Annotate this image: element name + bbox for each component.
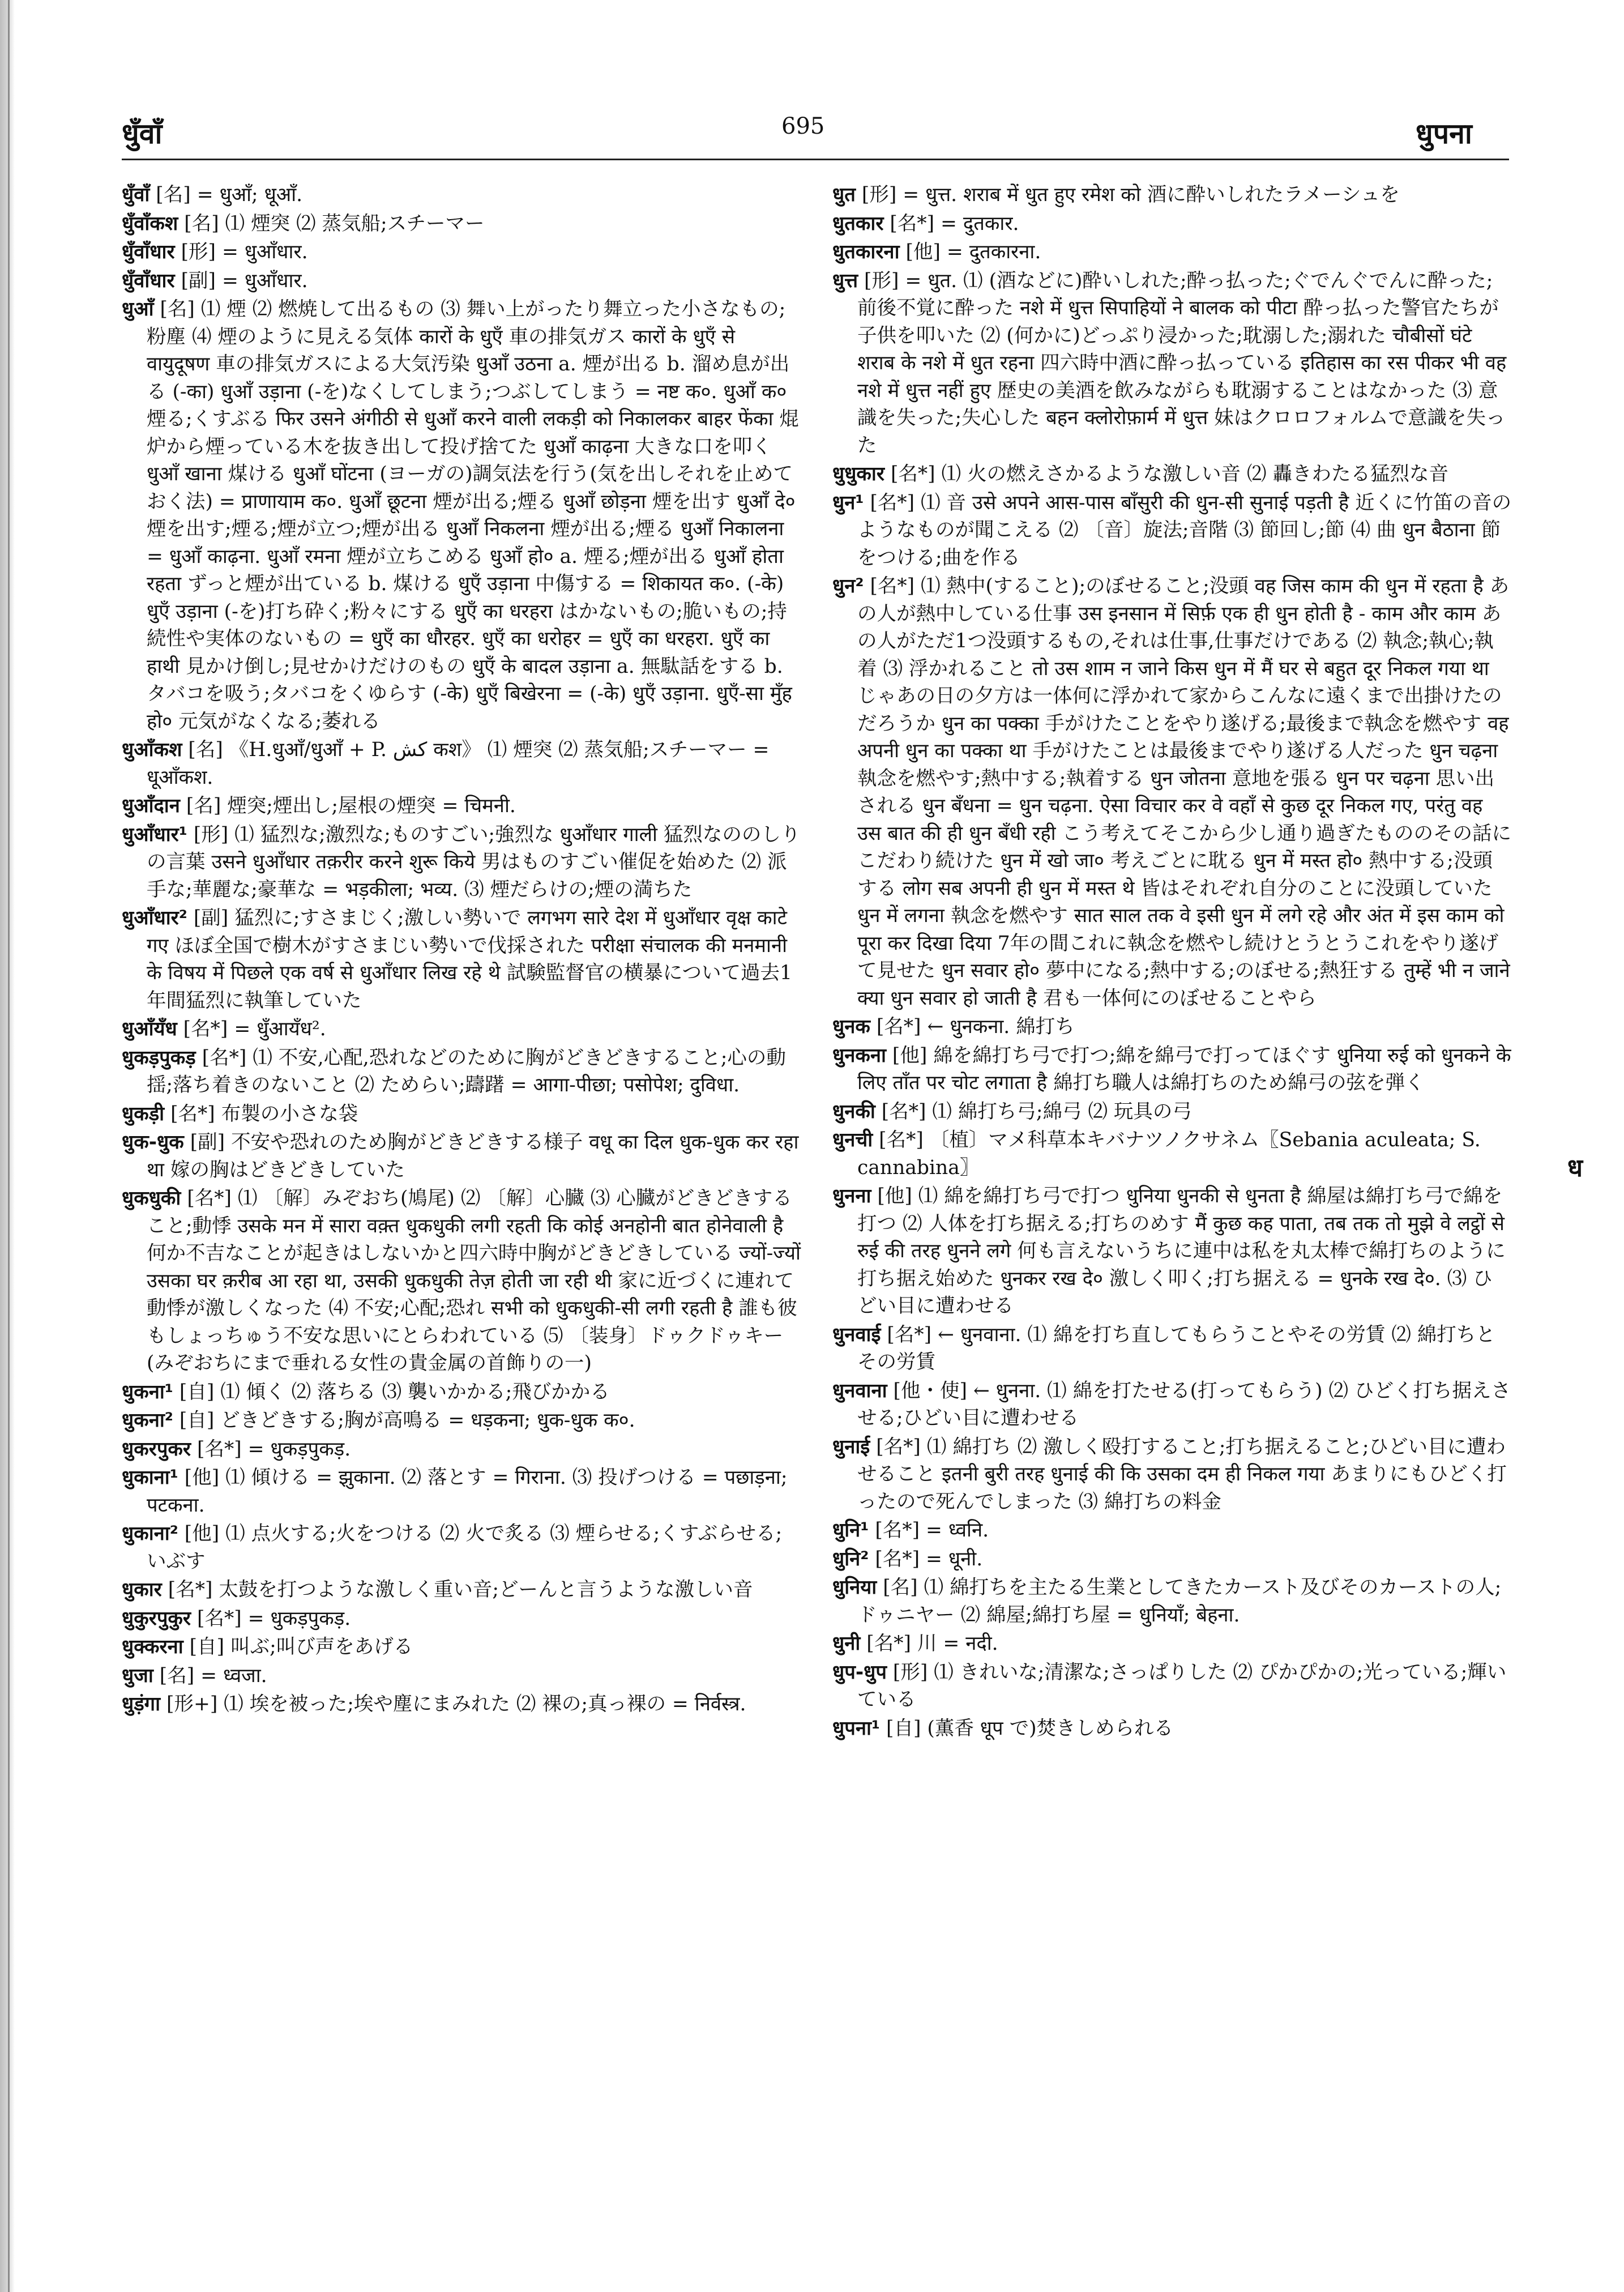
scan-shadow-edge [0,0,15,2292]
dictionary-entry [122,792,801,820]
dictionary-entry [832,238,1512,266]
dictionary-entry [832,1098,1512,1126]
entry-definition: [名*] ⑴ 熱中(すること);のぼせること;没頭 वह जिस काम की धुन में रहता है あの人が熱中している仕事 उस इनसान में सिर्फ़ एक ही धुन होती है - काम और काम あの人がただ1つ没頭するもの,それは仕事,仕事だけである ⑵ 執念;執心;執着 ⑶ 浮かれること तो उस शाम न जाने किस धुन में मैं घर से बहुत दूर निकल गया था じゃあの日の夕方は一体何に浮かれて家からこんなに遠くまで出掛けたのだろうか धुन का पक्का 手がけたことをやり遂げる;最後まで執念を燃やす वह अपनी धुन का पक्का था 手がけたことは最後までやり遂げる人だった धुन चढ़ना 執念を燃やす;熱中する;執着する धुन जोतना 意地を張る धुन पर चढ़ना 思い出される धुन बँधना = धुन चढ़ना. ऐसा विचार कर वे वहाँ से कुछ दूर निकल गए, परंतु वह उस बात की ही धुन बँधी रही こう考えてそこから少し通り過ぎたもののその話にこだわり続けた धुन में खो जा० 考えごとに耽る धुन में मस्त हो० 熱中する;没頭する लोग सब अपनी ही धुन में मस्त थे 皆はそれぞれ自分のことに没頭していた धुन में लगना 執念を燃やす सात साल तक वे इसी धुन में लगे रहे और अंत में इस काम को पूरा कर दिखा दिया 7年の間これに執念を燃やし続けとうとうこれをやり遂げて見せた धुन सवार हो० 夢中になる;熱中する;のぼせる;熱狂する तुम्हें भी न जाने क्या धुन सवार हो जाती है 君も一体何にのぼせることやら [857,575,1512,1010]
entry-definition: [名*] ← धुनवाना. ⑴ 綿を打ち直してもらうことやその労賃 ⑵ 綿打ちとその労賃 [857,1323,1495,1373]
entry-headword: धुँवाँ [122,183,150,206]
dictionary-entry [122,1378,801,1406]
entry-headword: धुत [832,183,856,206]
entry-headword: धुन¹ [832,491,864,514]
dictionary-entry [122,1605,801,1633]
entry-definition: [名*] = धुकड़पुकड़. [191,1607,351,1630]
dictionary-entry [122,238,801,266]
entry-definition: [名*] = धूनी. [869,1547,983,1570]
entry-definition: [名*] 〔植〕マメ科草本キバナツノクサネム〖Sebania aculeata; S. cannabina〗 [857,1129,1481,1179]
entry-definition: [名] 煙突;煙出し;屋根の煙突 = चिमनी. [180,795,516,817]
entry-definition: [名*] = धुकड़पुकड़. [191,1437,351,1461]
entry-definition: [形] = धुत. ⑴ (酒などに)酔いしれた;酔っ払った;ぐでんぐでんに酔った;前後不覚に酔った नशे में धुत्त सिपाहियों ने बालक को पीटा 酔っ払った警官たちが子供を叩いた ⑵ (何かに)どっぷり浸かった;耽溺した;溺れた चौबीसों घंटे शराब के नशे में धुत रहना 四六時中酒に酔っ払っている इतिहास का रस पीकर भी वह नशे में धुत्त नहीं हुए 歴史の美酒を飲みながらも耽溺することはなかった ⑶ 意識を失った;失心した बहन क्लोरोफ़ार्म में धुत्त 妹はクロロフォルムで意識を失った [857,269,1507,457]
entry-definition: [名] 《H.धुआँ/धुआँ + P. کش कश》 ⑴ 煙突 ⑵ 蒸気船;スチーマー = धूआँकश. [147,739,770,789]
dictionary-entry [832,267,1512,460]
dictionary-entry [832,1630,1512,1658]
entry-definition: [形] ⑴ きれいな;清潔な;さっぱりした ⑵ ぴかぴかの;光っている;輝いている [857,1661,1507,1711]
entry-headword: धुआँदान [122,795,180,817]
entry-headword: धुप-धुप [832,1661,887,1684]
entry-definition: [他] ⑴ 点火する;火をつける ⑵ 火で炙る ⑶ 煙らせる;くすぶらせる;いぶす [147,1522,783,1573]
dictionary-entry [122,1129,801,1184]
dictionary-entry [832,1126,1512,1181]
entry-headword: धुकरपुकर [122,1437,191,1461]
entry-definition: [形] = धुत्त. शराब में धुत हुए रमेश को 酒に酔いしれたラメーシュを [855,183,1400,206]
entry-headword: धुतकार [832,212,884,235]
dictionary-entry [832,210,1512,238]
guide-word-right: धुपना [1416,117,1472,150]
entry-definition: [自] 叫ぶ;叫び声をあげる [183,1636,413,1658]
entry-definition: [名*] ⑴ 不安,心配,恐れなどのために胸がどきどきすること;心の動揺;落ち着きのないこと ⑵ ためらい;躊躇 = आगा-पीछा; पसोपेश; दुविधा. [147,1046,786,1096]
entry-headword: धुक्करना [122,1636,183,1658]
entry-headword: धुआँ [122,298,154,321]
dictionary-entry [832,1659,1512,1714]
entry-definition: [名*] ⑴ 綿打ち弓;綿弓 ⑵ 玩具の弓 [875,1100,1192,1123]
dictionary-entry [832,1042,1512,1097]
dictionary-entry [122,1691,801,1718]
entry-headword: धुकधुकी [122,1187,181,1210]
entry-definition: [名*] ⑴ 綿打ち ⑵ 激しく殴打すること;打ち据えること;ひどい目に遭わせること इतनी बुरी तरह धुनाई की कि उसका दम ही निकल गया あまりにもひどく打ったので死んでしまった ⑶ 綿打ちの料金 [857,1435,1507,1513]
entry-definition: [自] (薫香 धूप で)焚きしめられる [880,1717,1174,1740]
entry-definition: [副] 不安や恐れのため胸がどきどきする様子 वधू का दिल धुक-धुक कर रहा था 嫁の胸はどきどきしていた [147,1131,799,1181]
dictionary-entry [122,1662,801,1690]
scan-binding-line [8,0,10,2292]
right-column [832,181,1512,2254]
entry-headword: धुजा [122,1664,153,1687]
dictionary-entry [122,210,801,238]
entry-definition: [他] = दुतकारना. [899,241,1041,263]
dictionary-entry [122,1464,801,1519]
entry-definition: [名*] ⑴ 〔解〕みぞおち(鳩尾) ⑵ 〔解〕心臓 ⑶ 心臓がどきどきすること;動悸 उसके मन में सारा वक़्त धुकधुकी लगी रहती कि कोई अनहोनी बात होनेवाली है 何か不吉なことが起きはしないかと四六時中胸がどきどきしている ज्यों-ज्यों उसका घर क़रीब आ रहा था, उसकी धुकधुकी तेज़ होती जा रही थी 家に近づくに連れて動悸が激しくなった ⑷ 不安;心配;恐れ सभी को धुकधुकी-सी लगी रहती है 誰も彼もしょっちゅう不安な思いにとらわれている ⑸ 〔装身〕ドゥクドゥキー(みぞおちにまで垂れる女性の貴金属の首飾りの一) [147,1187,801,1375]
entry-definition: [名*] = ध्वनि. [869,1519,989,1542]
entry-headword: धुकड़ी [122,1102,165,1125]
entry-definition: [自] どきどきする;胸が高鳴る = धड़कना; धुक-धुक क०. [173,1409,635,1432]
entry-headword: धुआँयँध [122,1018,177,1040]
entry-definition: [名*] ← धुनकना. 綿打ち [870,1015,1075,1038]
entry-headword: धुकार [122,1578,162,1601]
entry-definition: [他] ⑴ 綿を綿打ち弓で打つ धुनिया धुनकी से धुनता है 綿屋は綿打ち弓で綿を打つ ⑵ 人体を打ち据える;打ちのめす मैं कुछ कह पाता, तब तक तो मुझे वे लट्ठों से रुई की तरह धुनने लगे 何も言えないうちに連中は私を丸太棒で綿打ちのように打ち据え始めた धुनकर रख दे० 激しく叩く;打ち据える = धुनके रख दे०. ⑶ ひどい目に遭わせる [857,1185,1506,1317]
entry-headword: धुकना² [122,1409,173,1432]
entry-definition: [他] ⑴ 傾ける = झुकाना. ⑵ 落とす = गिराना. ⑶ 投げつける = पछाड़ना; पटकना. [147,1466,788,1517]
dictionary-entry [832,1433,1512,1516]
entry-headword: धुनि¹ [832,1519,869,1542]
entry-definition: [名] ⑴ 綿打ちを主たる生業としてきたカースト及びそのカーストの人;ドゥニヤー ⑵ 綿屋;綿打ち屋 = धुनियाँ; बेहना. [857,1576,1502,1627]
entry-definition: [副] = धुआँधार. [174,269,308,292]
dictionary-entry [122,1633,801,1661]
entry-definition: [名] = धुआँ; धूआँ. [149,183,303,206]
entry-definition: [名*] ⑴ 火の燃えさかるような激しい音 ⑵ 轟きわたる猛烈な音 [884,463,1448,485]
entry-headword: धुकाना² [122,1522,178,1545]
entry-headword: धुनची [832,1129,873,1151]
entry-definition: [形] ⑴ 猛烈な;激烈な;ものすごい;強烈な धुआँधार गाली 猛烈なののしりの言葉 उसने धुआँधार तक़रीर करने शुरू किये 男はものすごい催促を始めた ⑵ 派手な;華麗な;豪華な = भड़कीला; भव्य. ⑶ 煙だらけの;煙の満ちた [147,823,801,901]
entry-headword: धुनकी [832,1100,875,1123]
entry-definition: [名] = ध्वजा. [153,1664,267,1687]
entry-headword: धुकाना¹ [122,1466,178,1489]
dictionary-entry [832,1377,1512,1432]
dictionary-entry [122,904,801,1014]
thumb-index-letter: ध [1567,1154,1583,1183]
dictionary-entry [832,1574,1512,1629]
entry-headword: धुनना [832,1185,871,1207]
entry-definition: [名] ⑴ 煙 ⑵ 燃焼して出るもの ⑶ 舞い上がったり舞立った小さなもの;粉塵 ⑷ 煙のように見える気体 कारों के धुएँ 車の排気ガス कारों के धुएँ से वायुदूषण 車の排気ガスによる大気汚染 धुआँ उठना a. 煙が出る b. 溜め息が出る (-का) धुआँ उड़ाना (-を)なくしてしまう;つぶしてしまう = नष्ट क०. धुआँ क० 煙る;くすぶる फिर उसने अंगीठी से धुआँ करने वाली लकड़ी को निकालकर बाहर फेंका 焜炉から煙っている木を抜き出して投げ捨てた धुआँ काढ़ना 大きな口を叩く धुआँ खाना 煤ける धुआँ घोंटना (ヨーガの)調気法を行う(気を出しそれを止めておく法) = प्राणायाम क०. धुआँ छूटना 煙が出る;煙る धुआँ छोड़ना 煙を出す धुआँ दे० 煙を出す;煙る;煙が立つ;煙が出る धुआँ निकलना 煙が出る;煙る धुआँ निकालना = धुआँ काढ़ना. धुआँ रमना 煙が立ちこめる धुआँ हो० a. 煙る;煙が出る धुआँ होता रहता ずっと煙が出ている b. 煤ける धुएँ उड़ाना 中傷する = शिकायत क०. (-के) धुएँ उड़ाना (-を)打ち砕く;粉々にする धुएँ का धरहरा はかないもの;脆いもの;持続性や実体のないもの = धुएँ का धौरहर. धुएँ का धरोहर = धुएँ का धरहरा. धुएँ का हाथी 見かけ倒し;見せかけだけのもの धुएँ के बादल उड़ाना a. 無駄話をする b. タバコを吸う;タバコをくゆらす (-के) धुएँ बिखेरना = (-के) धुएँ उड़ाना. धुएँ-सा मुँह हो० 元気がなくなる;萎れる [147,298,799,733]
dictionary-entry [832,1715,1512,1743]
entry-definition: [名*] 太鼓を打つような激しく重い音;どーんと言うような激しい音 [161,1578,753,1601]
left-column [122,181,801,2254]
entry-headword: धुन² [832,575,864,597]
dictionary-entry [122,736,801,791]
dictionary-entry [122,1407,801,1435]
dictionary-entry [122,1520,801,1575]
entry-headword: धुकना¹ [122,1380,173,1403]
entry-headword: धुनि² [832,1547,869,1570]
entry-definition: [名*] = धुँआयँध². [177,1018,326,1040]
dictionary-entry [122,821,801,904]
entry-headword: धुकुरपुकुर [122,1607,191,1630]
dictionary-entry [832,1013,1512,1041]
entry-definition: [名*] ⑴ 音 उसे अपने आस-पास बाँसुरी की धुन-सी सुनाई पड़ती है 近くに竹笛の音のようなものが聞こえる ⑵ 〔音〕旋法;音階 ⑶ 節回し;節 ⑷ 曲 धुन बैठाना 節をつける;曲を作る [857,491,1512,569]
entry-definition: [名*] 布製の小さな袋 [164,1102,358,1125]
entry-definition: [副] 猛烈に;すさまじく;激しい勢いで लगभग सारे देश में धुआँधार वृक्ष काटे गए ほぼ全国で樹木がすさまじい勢いで伐採された परीक्षा संचालक की मनमानी के विषय में पिछले एक वर्ष से धुआँधार लिख रहे थे 試験監督官の横暴について過去1年間猛烈に執筆していた [147,907,792,1012]
dictionary-entry [122,1436,801,1463]
dictionary-entry [122,1100,801,1128]
entry-headword: धुनिया [832,1576,877,1599]
page-number: 695 [781,113,825,139]
entry-definition: [他・使] ← धुनना. ⑴ 綿を打たせる(打ってもらう) ⑵ ひどく打ち据えさせる;ひどい目に遭わせる [857,1379,1511,1429]
entry-headword: धुकड़पुकड़ [122,1046,196,1069]
dictionary-entry [832,573,1512,1012]
entry-headword: धुनवाना [832,1379,887,1402]
entry-headword: धुतकारना [832,241,900,263]
entry-definition: [名] ⑴ 煙突 ⑵ 蒸気船;スチーマー [178,212,485,235]
dictionary-entry [122,1185,801,1377]
dictionary-entry [122,1044,801,1099]
dictionary-entry [122,296,801,735]
dictionary-entry [832,1183,1512,1320]
entry-headword: धुनकना [832,1044,886,1067]
entry-headword: धुआँधार² [122,907,187,929]
entry-definition: [形] = धुआँधार. [174,241,308,263]
dictionary-entry [122,267,801,295]
dictionary-entry [122,1015,801,1043]
entry-definition: [名*] = दुतकार. [883,212,1019,235]
dictionary-entry [832,181,1512,209]
dictionary-entry [122,181,801,209]
dictionary-entry [122,1576,801,1604]
dictionary-entry [832,489,1512,572]
entry-headword: धुपना¹ [832,1717,881,1740]
entry-headword: धुँवाँकश [122,212,178,235]
entry-headword: धुड़ंगा [122,1693,161,1715]
guide-word-left: धुँवाँ [122,117,163,150]
entry-definition: [他] 綿を綿打ち弓で打つ;綿を綿弓で打ってほぐす धुनिया रुई को धुनकने के लिए ताँत पर चोट लगाता है 綿打ち職人は綿打ちのため綿弓の弦を弾く [857,1044,1511,1094]
entry-headword: धुआँकश [122,739,182,761]
dictionary-entry [832,1321,1512,1376]
entry-definition: [形+] ⑴ 埃を被った;埃や塵にまみれた ⑵ 裸の;真っ裸の = निर्वस्त्र. [160,1693,746,1715]
dictionary-entry [832,1517,1512,1544]
entry-definition: [自] ⑴ 傾く ⑵ 落ちる ⑶ 襲いかかる;飛びかかる [173,1380,610,1403]
entry-definition: [名*] 川 = नदी. [860,1632,998,1655]
entry-headword: धुनवाई [832,1323,881,1346]
entry-headword: धुँवाँधार [122,269,175,292]
entry-headword: धुनी [832,1632,861,1655]
entry-headword: धुँवाँधार [122,241,175,263]
header-rule [122,159,1509,160]
entry-headword: धुक-धुक [122,1131,184,1154]
entry-headword: धुधुकार [832,463,884,485]
entry-headword: धुत्त [832,269,858,292]
dictionary-entry [832,460,1512,488]
entry-headword: धुनक [832,1015,870,1038]
entry-headword: धुनाई [832,1435,870,1458]
dictionary-entry [832,1546,1512,1573]
entry-headword: धुआँधार¹ [122,823,187,846]
